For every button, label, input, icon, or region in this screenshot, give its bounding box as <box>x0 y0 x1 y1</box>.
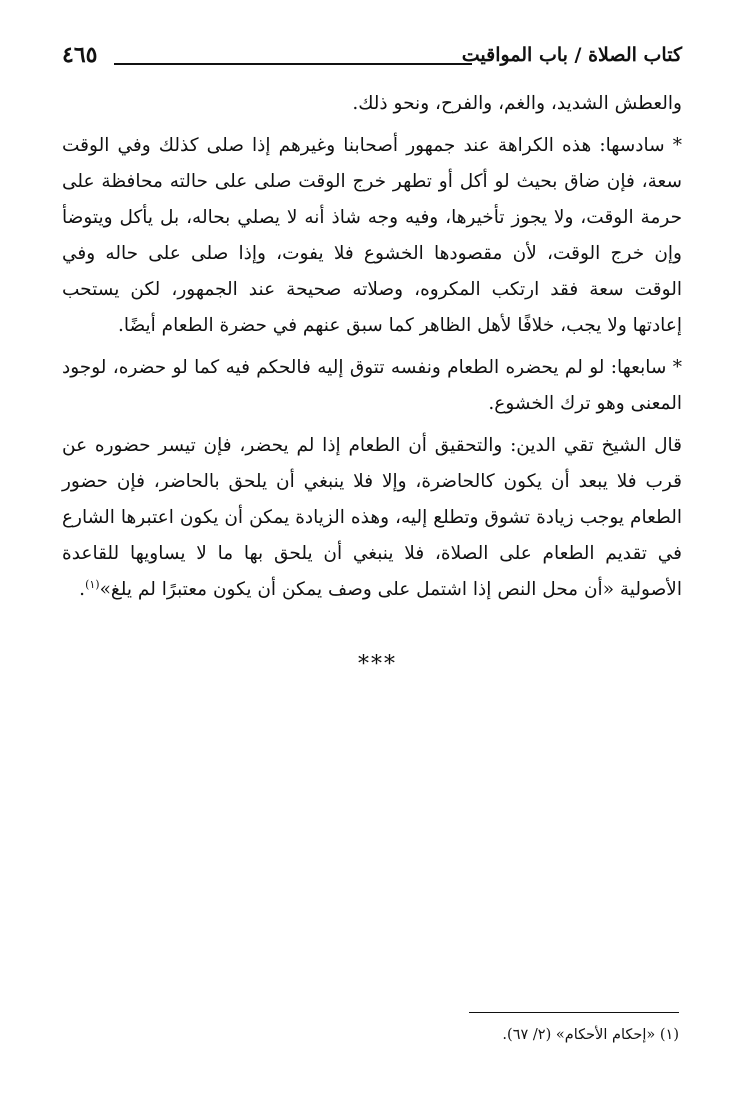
paragraph-3 <box>62 350 682 422</box>
paragraph-4-end: . <box>79 579 86 600</box>
main-text <box>62 86 682 614</box>
header-rule <box>114 63 472 65</box>
paragraph-2 <box>62 128 682 344</box>
page-number: ٤٦٥ <box>62 42 98 68</box>
paragraph-2-text: سادسها: هذه الكراهة عند جمهور أصحابنا وغيرهم إذا صلى كذلك وفي الوقت سعة، فإن ضاق بحيث لو أكل أو تطهر خرج الوقت صلى على حالته محافظة على حرمة الوقت، ولا يجوز تأخيرها، وفيه وجه شاذ أنه لا يصلي بحاله، بل يأكل ويتوضأ وإن خرج الوقت، لأن مقصودها الخشوع فلا يفوت، وإذا صلى على حاله وفي الوقت سعة فقد ارتكب المكروه، وصلاته صحيحة عند الجمهور، لكن يستحب إعادتها ولا يجب، خلافًا لأهل الظاهر كما سبق عنهم في حضرة الطعام أيضًا. <box>62 135 682 336</box>
paragraph-3-text: سابعها: لو لم يحضره الطعام ونفسه تتوق إليه فالحكم فيه كما لو حضره، لوجود المعنى وهو ترك الخشوع. <box>62 357 682 414</box>
header-title: كتاب الصلاة / باب المواقيت <box>461 44 682 66</box>
running-header <box>62 42 682 76</box>
footnote: (١) «إحكام الأحكام» (٢/ ٦٧). <box>502 1027 679 1043</box>
footnote-rule <box>469 1012 679 1013</box>
star-bullet-icon: * <box>664 135 682 156</box>
star-bullet-icon: * <box>666 357 682 378</box>
paragraph-4 <box>62 428 682 608</box>
section-separator: *** <box>358 652 397 677</box>
footnote-reference[interactable]: (١) <box>85 577 100 591</box>
paragraph-4-text: قال الشيخ تقي الدين: والتحقيق أن الطعام إذا لم يحضر، فإن تيسر حضوره عن قرب فلا يبعد أن يكون كالحاضرة، وإلا فلا ينبغي أن يلحق بالحاضر، فإن حضور الطعام يوجب زيادة تشوق وتطلع إليه، وهذه الزيادة يمكن أن يكون اعتبرها الشارع في تقديم الطعام على الصلاة، فلا ينبغي أن يلحق بها ما لا يساويها للقاعدة الأصولية «أن محل النص إذا اشتمل على وصف يمكن أن يكون معتبرًا لم يلغ» <box>62 435 682 600</box>
paragraph-1-text: والعطش الشديد، والغم، والفرح، ونحو ذلك. <box>352 93 682 114</box>
paragraph-1 <box>62 86 682 122</box>
